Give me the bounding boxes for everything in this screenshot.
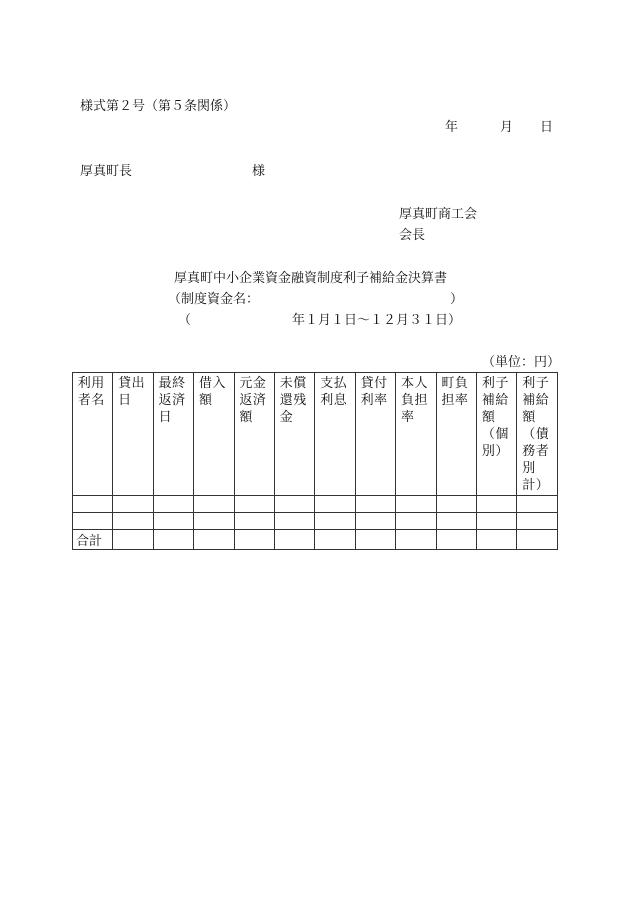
table-row <box>73 496 558 513</box>
table-cell[interactable] <box>477 496 517 513</box>
table-header-row <box>73 373 558 496</box>
table-cell[interactable] <box>194 496 234 513</box>
settlement-table <box>72 372 558 550</box>
header-loan-date: 貸出日 <box>113 373 153 496</box>
table-cell[interactable] <box>113 496 153 513</box>
table-cell[interactable] <box>113 530 153 550</box>
table-cell[interactable] <box>517 496 558 513</box>
table-cell[interactable] <box>315 513 355 530</box>
header-subsidy-individual: 利子補給額（個別） <box>477 373 517 496</box>
table-cell[interactable] <box>234 530 274 550</box>
table-cell[interactable] <box>396 496 436 513</box>
document-title: 厚真町中小企業資金融資制度利子補給金決算書 <box>174 271 448 286</box>
table-cell[interactable] <box>153 513 193 530</box>
table-cell[interactable] <box>396 513 436 530</box>
table-row <box>73 513 558 530</box>
addressee-name: 厚真町長 <box>80 164 133 179</box>
table-cell[interactable] <box>355 530 395 550</box>
table-cell[interactable] <box>275 496 315 513</box>
table-cell[interactable] <box>194 530 234 550</box>
form-number: 様式第２号（第５条関係） <box>80 99 237 114</box>
addressee-honorific: 様 <box>252 164 266 179</box>
header-interest-paid: 支払利息 <box>315 373 355 496</box>
table-cell[interactable] <box>436 530 476 550</box>
header-user-name: 利用者名 <box>73 373 113 496</box>
table-cell[interactable] <box>113 513 153 530</box>
table-cell[interactable] <box>194 513 234 530</box>
header-loan-rate: 貸付利率 <box>355 373 395 496</box>
table-cell[interactable] <box>396 530 436 550</box>
date-year: 年 <box>445 120 459 135</box>
table-cell[interactable] <box>275 530 315 550</box>
header-town-burden-rate: 町負担率 <box>436 373 476 496</box>
table-cell[interactable] <box>436 513 476 530</box>
header-self-burden-rate: 本人負担率 <box>396 373 436 496</box>
table-cell[interactable] <box>73 513 113 530</box>
header-principal-repaid: 元金返済額 <box>234 373 274 496</box>
table-cell[interactable] <box>355 496 395 513</box>
date-day: 日 <box>540 120 554 135</box>
header-outstanding-balance: 未償還残金 <box>275 373 315 496</box>
fund-name-close: ） <box>450 292 464 307</box>
table-cell[interactable] <box>315 496 355 513</box>
table-cell[interactable] <box>517 513 558 530</box>
table-cell[interactable] <box>275 513 315 530</box>
table-cell[interactable] <box>315 530 355 550</box>
date-month: 月 <box>500 120 514 135</box>
table-cell[interactable] <box>517 530 558 550</box>
table-cell[interactable] <box>355 513 395 530</box>
sender-title: 会長 <box>399 228 426 243</box>
table-cell[interactable] <box>234 496 274 513</box>
table-cell[interactable] <box>73 496 113 513</box>
table-cell[interactable] <box>477 530 517 550</box>
table-cell[interactable] <box>234 513 274 530</box>
period-open: （ <box>178 313 192 328</box>
header-borrowed-amount: 借入額 <box>194 373 234 496</box>
header-subsidy-per-debtor: 利子補給額（債務者別計） <box>517 373 558 496</box>
header-final-repayment-date: 最終返済日 <box>153 373 193 496</box>
fund-name-label: （制度資金名： <box>168 292 260 307</box>
table-cell[interactable] <box>477 513 517 530</box>
unit-note: （単位：円） <box>482 355 561 370</box>
total-label: 合計 <box>73 530 113 550</box>
table-cell[interactable] <box>153 496 193 513</box>
period-text: 年１月１日～１２月３１日） <box>292 313 462 328</box>
table-cell[interactable] <box>153 530 193 550</box>
sender-organization: 厚真町商工会 <box>399 207 478 222</box>
table-total-row <box>73 530 558 550</box>
table-cell[interactable] <box>436 496 476 513</box>
